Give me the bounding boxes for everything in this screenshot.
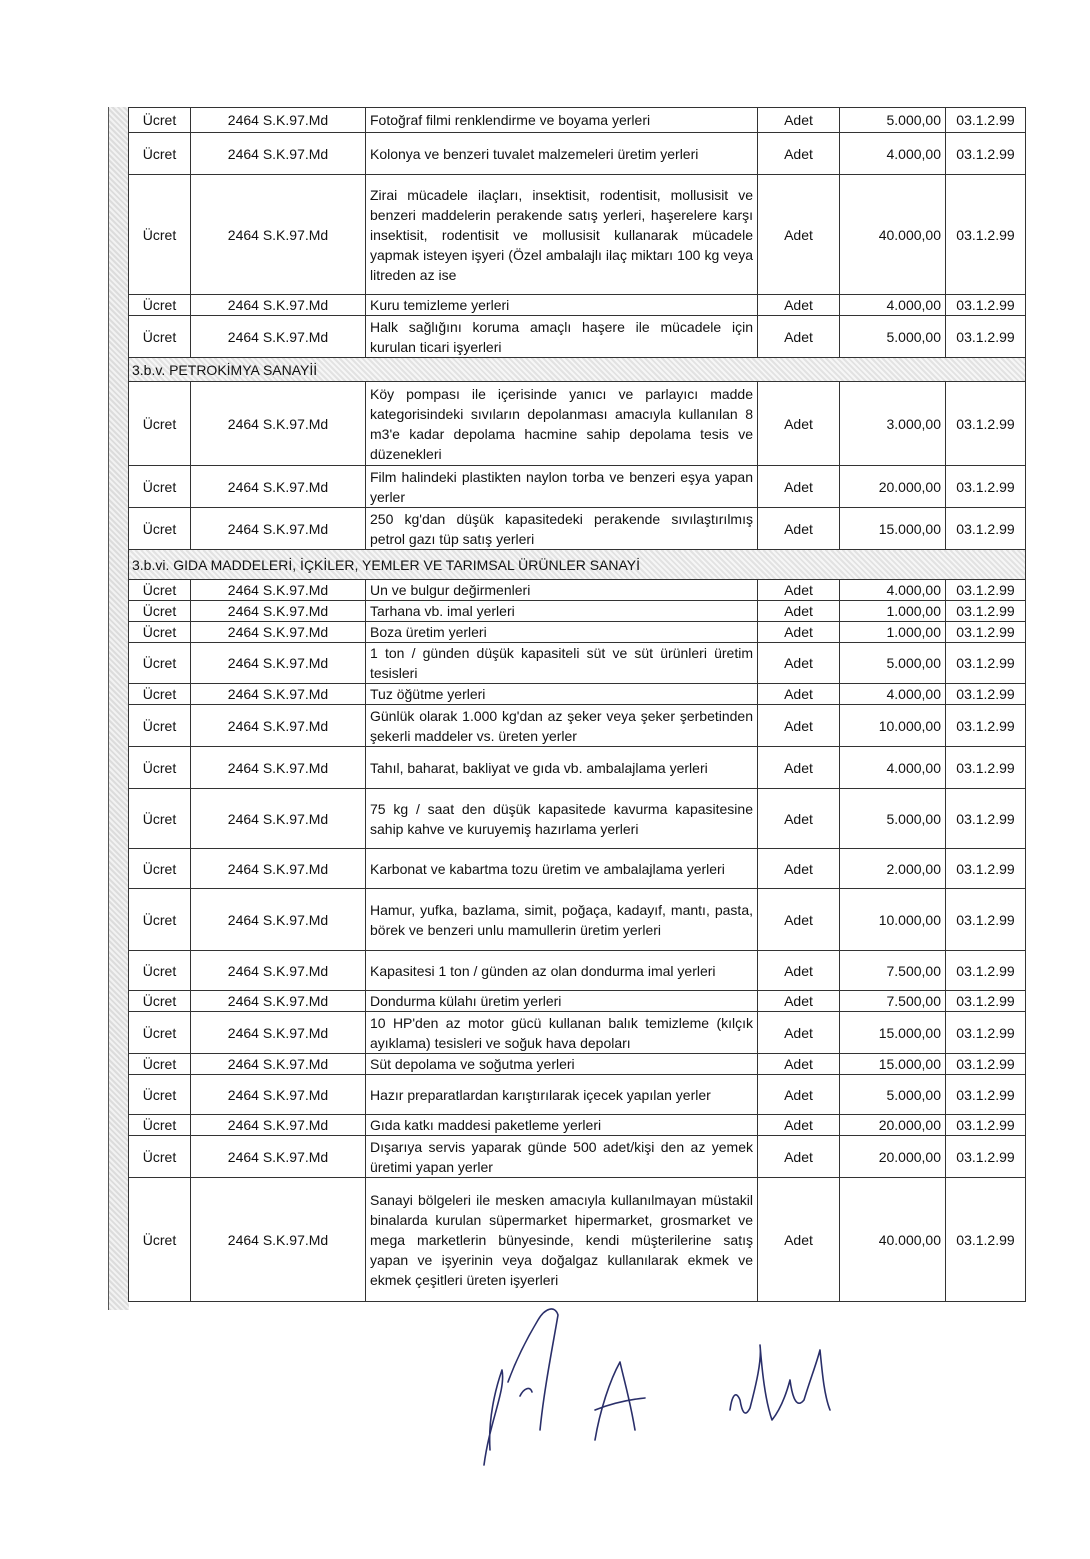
signature-3 — [730, 1345, 830, 1420]
fee-type-cell: Ücret — [129, 175, 191, 295]
law-reference-cell: 2464 S.K.97.Md — [191, 684, 366, 705]
unit-cell: Adet — [758, 466, 840, 508]
table-row — [129, 991, 1026, 1012]
law-reference-cell: 2464 S.K.97.Md — [191, 991, 366, 1012]
amount-cell: 10.000,00 — [840, 889, 946, 951]
amount-cell: 20.000,00 — [840, 1136, 946, 1178]
amount-cell: 1.000,00 — [840, 622, 946, 643]
amount-cell: 5.000,00 — [840, 316, 946, 358]
unit-cell: Adet — [758, 747, 840, 789]
fee-type-cell: Ücret — [129, 789, 191, 849]
table-row — [129, 175, 1026, 295]
section-title: 3.b.v. PETROKİMYA SANAYİİ — [129, 358, 1026, 382]
fee-type-cell: Ücret — [129, 643, 191, 684]
description-cell: Tahıl, baharat, bakliyat ve gıda vb. ambalajlama yerleri — [366, 747, 758, 789]
amount-cell: 7.500,00 — [840, 951, 946, 991]
table-row — [129, 951, 1026, 991]
description-cell: 250 kg'dan düşük kapasitedeki perakende sıvılaştırılmış petrol gazı tüp satış yerleri — [366, 508, 758, 550]
law-reference-cell: 2464 S.K.97.Md — [191, 789, 366, 849]
amount-cell: 5.000,00 — [840, 1075, 946, 1115]
table-row — [129, 643, 1026, 684]
fee-type-cell: Ücret — [129, 466, 191, 508]
description-cell: Dışarıya servis yaparak günde 500 adet/kişi den az yemek üretimi yapan yerler — [366, 1136, 758, 1178]
budget-code-cell: 03.1.2.99 — [946, 1075, 1026, 1115]
budget-code-cell: 03.1.2.99 — [946, 316, 1026, 358]
unit-cell: Adet — [758, 295, 840, 316]
law-reference-cell: 2464 S.K.97.Md — [191, 951, 366, 991]
fee-type-cell: Ücret — [129, 1054, 191, 1075]
budget-code-cell: 03.1.2.99 — [946, 747, 1026, 789]
budget-code-cell: 03.1.2.99 — [946, 466, 1026, 508]
law-reference-cell: 2464 S.K.97.Md — [191, 889, 366, 951]
budget-code-cell: 03.1.2.99 — [946, 1012, 1026, 1054]
budget-code-cell: 03.1.2.99 — [946, 1136, 1026, 1178]
amount-cell: 10.000,00 — [840, 705, 946, 747]
table-row — [129, 382, 1026, 466]
law-reference-cell: 2464 S.K.97.Md — [191, 108, 366, 133]
fee-type-cell: Ücret — [129, 580, 191, 601]
unit-cell: Adet — [758, 382, 840, 466]
description-cell: 75 kg / saat den düşük kapasitede kavurma kapasitesine sahip kahve ve kuruyemiş hazırlama yerleri — [366, 789, 758, 849]
law-reference-cell: 2464 S.K.97.Md — [191, 466, 366, 508]
signature-2 — [595, 1362, 645, 1440]
description-cell: 1 ton / günden düşük kapasiteli süt ve süt ürünleri üretim tesisleri — [366, 643, 758, 684]
unit-cell: Adet — [758, 108, 840, 133]
table-row — [129, 1115, 1026, 1136]
budget-code-cell: 03.1.2.99 — [946, 133, 1026, 175]
fee-type-cell: Ücret — [129, 1115, 191, 1136]
amount-cell: 5.000,00 — [840, 643, 946, 684]
budget-code-cell: 03.1.2.99 — [946, 622, 1026, 643]
budget-code-cell: 03.1.2.99 — [946, 175, 1026, 295]
fee-table — [128, 107, 1026, 1302]
table-row — [129, 684, 1026, 705]
amount-cell: 4.000,00 — [840, 684, 946, 705]
amount-cell: 15.000,00 — [840, 508, 946, 550]
amount-cell: 4.000,00 — [840, 133, 946, 175]
section-title: 3.b.vi. GIDA MADDELERİ, İÇKİLER, YEMLER VE TARIMSAL ÜRÜNLER SANAYİ — [129, 550, 1026, 580]
description-cell: Karbonat ve kabartma tozu üretim ve ambalajlama yerleri — [366, 849, 758, 889]
table-row — [129, 466, 1026, 508]
law-reference-cell: 2464 S.K.97.Md — [191, 580, 366, 601]
budget-code-cell: 03.1.2.99 — [946, 1178, 1026, 1302]
unit-cell: Adet — [758, 133, 840, 175]
unit-cell: Adet — [758, 684, 840, 705]
description-cell: Kolonya ve benzeri tuvalet malzemeleri üretim yerleri — [366, 133, 758, 175]
unit-cell: Adet — [758, 1054, 840, 1075]
description-cell: 10 HP'den az motor gücü kullanan balık temizleme (kılçık ayıklama) tesisleri ve soğuk hava depoları — [366, 1012, 758, 1054]
table-row — [129, 1136, 1026, 1178]
fee-type-cell: Ücret — [129, 1136, 191, 1178]
fee-type-cell: Ücret — [129, 295, 191, 316]
table-row — [129, 1075, 1026, 1115]
fee-type-cell: Ücret — [129, 508, 191, 550]
table-row — [129, 108, 1026, 133]
amount-cell: 2.000,00 — [840, 849, 946, 889]
amount-cell: 5.000,00 — [840, 108, 946, 133]
description-cell: Kuru temizleme yerleri — [366, 295, 758, 316]
unit-cell: Adet — [758, 622, 840, 643]
fee-type-cell: Ücret — [129, 684, 191, 705]
unit-cell: Adet — [758, 889, 840, 951]
unit-cell: Adet — [758, 601, 840, 622]
law-reference-cell: 2464 S.K.97.Md — [191, 1178, 366, 1302]
description-cell: Kapasitesi 1 ton / günden az olan dondurma imal yerleri — [366, 951, 758, 991]
table-row — [129, 1054, 1026, 1075]
table-row — [129, 705, 1026, 747]
amount-cell: 4.000,00 — [840, 747, 946, 789]
fee-type-cell: Ücret — [129, 1012, 191, 1054]
fee-type-cell: Ücret — [129, 849, 191, 889]
fee-type-cell: Ücret — [129, 316, 191, 358]
unit-cell: Adet — [758, 1178, 840, 1302]
description-cell: Hamur, yufka, bazlama, simit, poğaça, kadayıf, mantı, pasta, börek ve benzeri unlu mamullerin üretim yerleri — [366, 889, 758, 951]
left-margin-strip — [108, 107, 129, 1310]
unit-cell: Adet — [758, 316, 840, 358]
table-row — [129, 316, 1026, 358]
budget-code-cell: 03.1.2.99 — [946, 601, 1026, 622]
table-row — [129, 508, 1026, 550]
unit-cell: Adet — [758, 1075, 840, 1115]
table-row — [129, 601, 1026, 622]
unit-cell: Adet — [758, 175, 840, 295]
unit-cell: Adet — [758, 1012, 840, 1054]
description-cell: Gıda katkı maddesi paketleme yerleri — [366, 1115, 758, 1136]
table-row — [129, 849, 1026, 889]
law-reference-cell: 2464 S.K.97.Md — [191, 382, 366, 466]
fee-type-cell: Ücret — [129, 108, 191, 133]
section-header — [129, 358, 1026, 382]
unit-cell: Adet — [758, 643, 840, 684]
fee-type-cell: Ücret — [129, 601, 191, 622]
table-row — [129, 1178, 1026, 1302]
description-cell: Sanayi bölgeleri ile mesken amacıyla kullanılmayan müstakil binalarda kurulan süpermarket hipermarket, grosmarket ve mega marketlerin bünyesinde, kendi müşterilerine satış yapan ve işyerinin veya doğalgaz kullanılarak ekmek ve ekmek çeşitleri üreten işyerleri — [366, 1178, 758, 1302]
budget-code-cell: 03.1.2.99 — [946, 508, 1026, 550]
law-reference-cell: 2464 S.K.97.Md — [191, 175, 366, 295]
unit-cell: Adet — [758, 705, 840, 747]
unit-cell: Adet — [758, 580, 840, 601]
budget-code-cell: 03.1.2.99 — [946, 643, 1026, 684]
description-cell: Hazır preparatlardan karıştırılarak içecek yapılan yerler — [366, 1075, 758, 1115]
budget-code-cell: 03.1.2.99 — [946, 382, 1026, 466]
law-reference-cell: 2464 S.K.97.Md — [191, 1054, 366, 1075]
budget-code-cell: 03.1.2.99 — [946, 684, 1026, 705]
table-row — [129, 622, 1026, 643]
table-row — [129, 580, 1026, 601]
budget-code-cell: 03.1.2.99 — [946, 889, 1026, 951]
budget-code-cell: 03.1.2.99 — [946, 580, 1026, 601]
law-reference-cell: 2464 S.K.97.Md — [191, 133, 366, 175]
budget-code-cell: 03.1.2.99 — [946, 951, 1026, 991]
table-row — [129, 1012, 1026, 1054]
unit-cell: Adet — [758, 789, 840, 849]
fee-type-cell: Ücret — [129, 747, 191, 789]
budget-code-cell: 03.1.2.99 — [946, 1054, 1026, 1075]
description-cell: Tarhana vb. imal yerleri — [366, 601, 758, 622]
description-cell: Süt depolama ve soğutma yerleri — [366, 1054, 758, 1075]
fee-type-cell: Ücret — [129, 133, 191, 175]
description-cell: Boza üretim yerleri — [366, 622, 758, 643]
law-reference-cell: 2464 S.K.97.Md — [191, 1115, 366, 1136]
table-row — [129, 747, 1026, 789]
law-reference-cell: 2464 S.K.97.Md — [191, 508, 366, 550]
law-reference-cell: 2464 S.K.97.Md — [191, 747, 366, 789]
budget-code-cell: 03.1.2.99 — [946, 849, 1026, 889]
law-reference-cell: 2464 S.K.97.Md — [191, 849, 366, 889]
description-cell: Zirai mücadele ilaçları, insektisit, rodentisit, mollusisit ve benzeri maddelerin perakende satış yerleri, haşerelere karşı insektisit, rodentisit ve mollusisit kullanarak mücadele yapmak isteyen işyeri (Özel ambalajlı ilaç miktarı 100 kg veya litreden az ise — [366, 175, 758, 295]
fee-type-cell: Ücret — [129, 991, 191, 1012]
law-reference-cell: 2464 S.K.97.Md — [191, 316, 366, 358]
law-reference-cell: 2464 S.K.97.Md — [191, 1075, 366, 1115]
amount-cell: 4.000,00 — [840, 295, 946, 316]
unit-cell: Adet — [758, 991, 840, 1012]
budget-code-cell: 03.1.2.99 — [946, 295, 1026, 316]
fee-type-cell: Ücret — [129, 889, 191, 951]
fee-type-cell: Ücret — [129, 1178, 191, 1302]
fee-type-cell: Ücret — [129, 382, 191, 466]
budget-code-cell: 03.1.2.99 — [946, 705, 1026, 747]
law-reference-cell: 2464 S.K.97.Md — [191, 295, 366, 316]
table-row — [129, 295, 1026, 316]
table-row — [129, 133, 1026, 175]
description-cell: Halk sağlığını koruma amaçlı haşere ile mücadele için kurulan ticari işyerleri — [366, 316, 758, 358]
description-cell: Köy pompası ile içerisinde yanıcı ve parlayıcı madde kategorisindeki sıvıların depolanması amacıyla kullanılan 8 m3'e kadar depolama hacmine sahip depolama tesis ve düzenekleri — [366, 382, 758, 466]
signature-1 — [484, 1309, 558, 1465]
fee-type-cell: Ücret — [129, 1075, 191, 1115]
unit-cell: Adet — [758, 1136, 840, 1178]
description-cell: Film halindeki plastikten naylon torba ve benzeri eşya yapan yerler — [366, 466, 758, 508]
amount-cell: 3.000,00 — [840, 382, 946, 466]
handwritten-signatures — [460, 1300, 880, 1480]
amount-cell: 4.000,00 — [840, 580, 946, 601]
law-reference-cell: 2464 S.K.97.Md — [191, 622, 366, 643]
amount-cell: 1.000,00 — [840, 601, 946, 622]
fee-type-cell: Ücret — [129, 622, 191, 643]
unit-cell: Adet — [758, 508, 840, 550]
description-cell: Un ve bulgur değirmenleri — [366, 580, 758, 601]
description-cell: Fotoğraf filmi renklendirme ve boyama yerleri — [366, 108, 758, 133]
law-reference-cell: 2464 S.K.97.Md — [191, 1012, 366, 1054]
fee-type-cell: Ücret — [129, 705, 191, 747]
description-cell: Günlük olarak 1.000 kg'dan az şeker veya şeker şerbetinden şekerli maddeler vs. üreten yerler — [366, 705, 758, 747]
amount-cell: 20.000,00 — [840, 1115, 946, 1136]
table-row — [129, 889, 1026, 951]
law-reference-cell: 2464 S.K.97.Md — [191, 643, 366, 684]
budget-code-cell: 03.1.2.99 — [946, 1115, 1026, 1136]
amount-cell: 15.000,00 — [840, 1012, 946, 1054]
section-header — [129, 550, 1026, 580]
amount-cell: 40.000,00 — [840, 1178, 946, 1302]
unit-cell: Adet — [758, 951, 840, 991]
amount-cell: 5.000,00 — [840, 789, 946, 849]
unit-cell: Adet — [758, 1115, 840, 1136]
amount-cell: 7.500,00 — [840, 991, 946, 1012]
fee-type-cell: Ücret — [129, 951, 191, 991]
amount-cell: 40.000,00 — [840, 175, 946, 295]
law-reference-cell: 2464 S.K.97.Md — [191, 705, 366, 747]
budget-code-cell: 03.1.2.99 — [946, 789, 1026, 849]
amount-cell: 15.000,00 — [840, 1054, 946, 1075]
amount-cell: 20.000,00 — [840, 466, 946, 508]
law-reference-cell: 2464 S.K.97.Md — [191, 1136, 366, 1178]
law-reference-cell: 2464 S.K.97.Md — [191, 601, 366, 622]
description-cell: Dondurma külahı üretim yerleri — [366, 991, 758, 1012]
table-row — [129, 789, 1026, 849]
description-cell: Tuz öğütme yerleri — [366, 684, 758, 705]
budget-code-cell: 03.1.2.99 — [946, 991, 1026, 1012]
unit-cell: Adet — [758, 849, 840, 889]
budget-code-cell: 03.1.2.99 — [946, 108, 1026, 133]
